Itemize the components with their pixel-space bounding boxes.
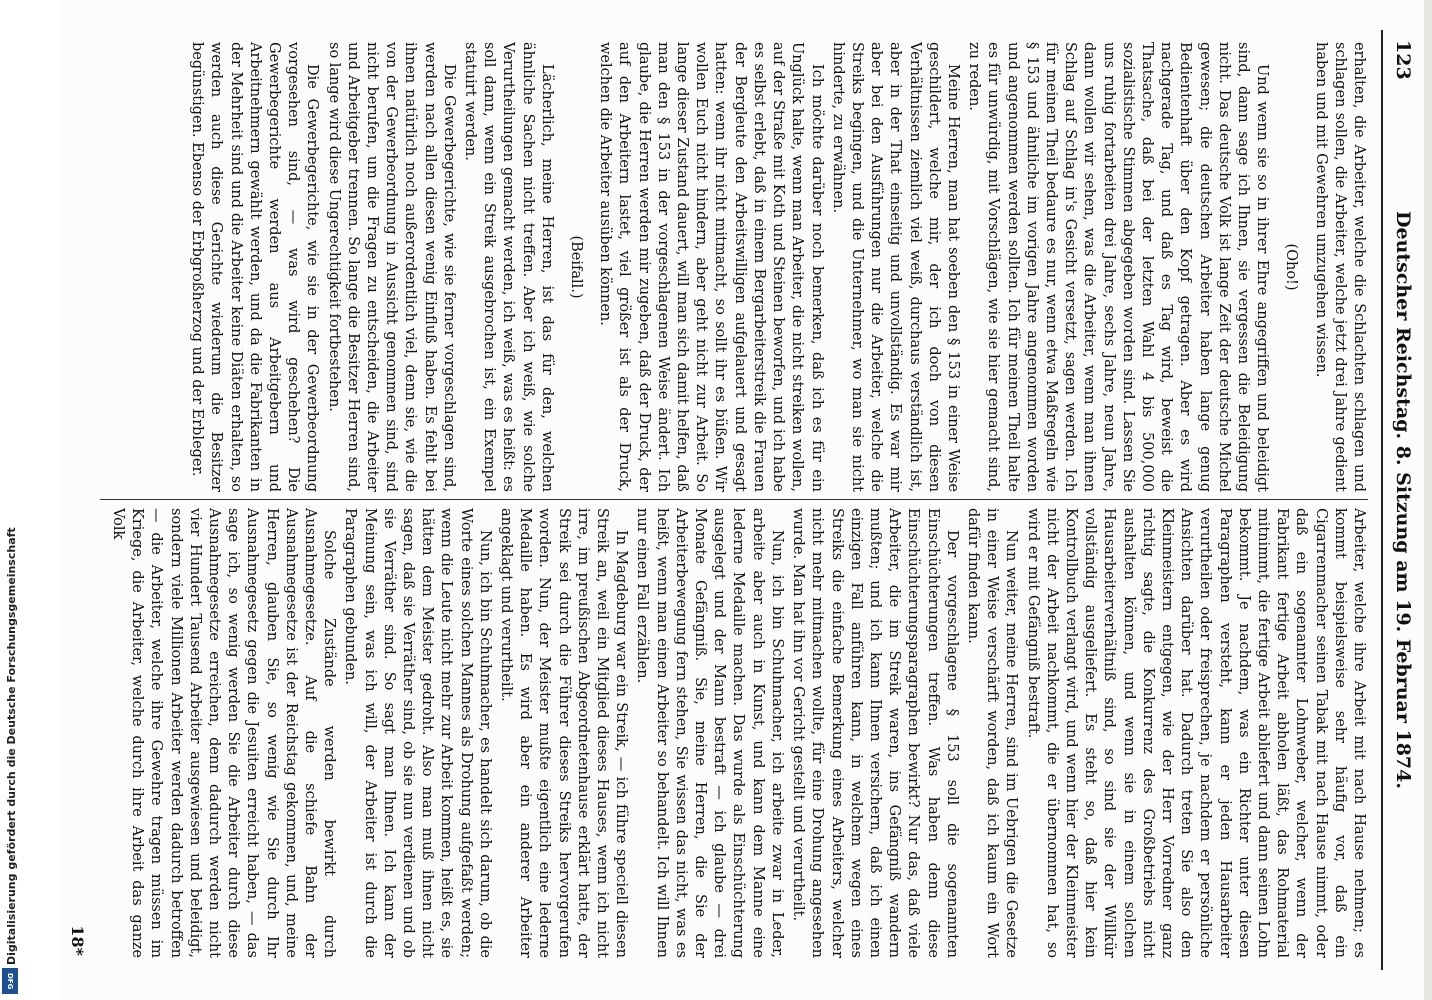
paragraph: Nun, ich bin Schuhmacher, ich arbeite zwar in Leder, arbeite aber auch in Kunst, und kann dem Manne eine lederne Medaille machen. Das wurde als Einschüchterung ausgelegt und der Mann bestraft — ich glaube — drei Monate Gefängniß. Sie, meine Herren, die Sie der Arbeiterbewegung fern stehen, Sie wissen das nicht, was es heißt, wenn man einen Arbeiter so behandelt. Ich will Ihnen nur einen Fall erzählen. <box>634 508 785 958</box>
right-text-column <box>100 508 1368 958</box>
paragraph: Lächerlich, meine Herren, ist das für den, welchen ähnliche Sachen nicht treffen. Aber ich weiß, wie solche Verurtheilungen gemacht werden, ich weiß, was es heißt: es soll dann, wenn ein Streik ausgebrochen ist, ein Exempel statuirt werden. <box>462 42 555 492</box>
scan-margin <box>0 0 22 1000</box>
running-title: Deutscher Reichstag. 8. Sitzung am 19. Februar 1874. <box>1392 211 1414 789</box>
paragraph: Die Gewerbegerichte, wie sie ferner vorgeschlagen sind, werden nach allen diesen wenig Einfluß haben. Es fehlt bei ihnen natürlich noch außerordentlich viel, denn sie, wie die von der Gewerbeordnung in Aussicht genommen sind, sind nicht berufen, um die Fragen zu entscheiden, die Arbeiter und Arbeitgeber trennen. So lange die Besitzer Herren sind, so lange wird diese Ungerechtigkeit fortbestehen. <box>325 42 457 492</box>
sheet-signature: 18* <box>68 925 87 956</box>
page-fold-edge <box>1424 0 1432 1000</box>
paragraph: Arbeiter, welche ihre Arbeit mit nach Hause nehmen; es kommt beispielsweise sehr häufig vor, daß ein Cigarrenmacher seinen Tabak mit nach Hause nimmt, oder daß ein sogenannter Lohnweber, welcher, wenn der Fabrikant fertige Arbeit abholen läßt, das Rohmaterial mitnimmt, die fertige Arbeit abliefert und dann seinen Lohn bekommt. Je nachdem, was ein Richter unter diesen Paragraphen versteht, kann er jeden Hausarbeiter verurtheilen oder freisprechen, je nachdem er persönliche Ansichten darüber hat. Dadurch treten Sie also den Kleinmeistern entgegen, wie der Herr Vorredner ganz richtig sagte, die Konkurrenz des Großbetriebs nicht aushalten können, und wenn sie in einem solchen Hausarbeiterverhältniß sind, so sind sie der Willkür vollständig ausgeliefert. Es steht so, daß hier kein Kontrollbuch verlangt wird, und wenn hier der Kleinmeister nicht der Arbeit nachkommt, die er übernommen hat, so wird er mit Gefängniß bestraft. <box>1024 508 1367 958</box>
paragraph: Meine Herren, man hat soeben den § 153 in einer Weise geschildert, welche mir, der ich doch von diesen Verhältnissen ziemlich viel weiß, durchaus verständlich ist, aber in der That einseitig und unvollständig. Es war mir aber bei den Ausführungen nur die Arbeiter, welche die Streiks begingen, und die Unternehmer, wo man sie nicht hinderte, zu erwähnen. <box>829 42 961 492</box>
rotated-page <box>60 0 1428 1000</box>
paragraph: Die Gewerbegerichte, wie sie in der Gewerbeordnung vorgesehen sind, — was wird geschehen? Die Gewerbegerichte werden aus Arbeitgebern und Arbeitnehmern gewählt werden, und da die Fabrikanten in der Mehrheit sind und die Arbeiter keine Diäten erhalten, so werden auch diese Gerichte wiederum die Besitzer begünstigen. Ebenso der Erbgroßherzog und der Erbleger. <box>189 42 321 492</box>
left-text-column <box>100 42 1368 492</box>
page-header <box>1386 40 1414 960</box>
paragraph: erhalten, die Arbeiter, welche die Schlachten schlagen und schlagen sollen, die Arbeiter, welche jetzt drei Jahre gedient haben und mit Gewehren umzugehen wissen. <box>1312 42 1367 492</box>
header-rule <box>1381 30 1383 970</box>
paragraph: Ich möchte darüber noch bemerken, daß ich es für ein Unglück halte, wenn man Arbeiter, die nicht streiken wollen, auf der Straße mit Koth und Steinen beworfen, und ich habe es selbst erlebt, daß in einem Bergarbeiterstreik die Frauen der Bergleute den Arbeitswilligen aufgelauert und gesagt hatten: wenn ihr nicht mitmacht, so sollt ihr es büßen. Wir wollen Euch nicht hindern, aber geht nicht zur Arbeit. So lange dieser Zustand dauert, will man sich damit helfen, daß man den § 153 in der vorgeschlagenen Weise ändert. Ich glaube, die Herren werden mir zugeben, daß der Druck, der auf den Arbeitern lastet, viel größer ist als der Druck, welchen die Arbeiter ausüben können. <box>597 42 825 492</box>
paragraph: Solche Zustände werden bewirkt durch Ausnahmegesetze. Auf die schiefe Bahn der Ausnahmegesetze ist der Reichstag gekommen, und, meine Herren, glauben Sie, so wenig wie Sie durch Ihr Ausnahmegesetz gegen die Jesuiten erreicht haben, — das sage ich, so wenig werden Sie die Arbeiter durch diese Ausnahmegesetze erreichen, denn dadurch werden nicht vier Hundert Tausend Arbeiter ausgewiesen und beleidigt, sondern viele Millionen Arbeiter werden dadurch betroffen — die Arbeiter, welche ihre Gewehre tragen müssen im Kriege, die Arbeiter, welche durch ihre Arbeit das ganze Volk <box>110 508 338 958</box>
paragraph: Nun weiter, meine Herren, sind im Uebrigen die Gesetze in einer Weise verschärft worden, daß ich kaum ein Wort dafür finden kann. <box>964 508 1020 958</box>
interjection: (Beifall.) <box>568 235 585 299</box>
page-number: 123 <box>1392 40 1414 80</box>
paragraph: Der vorgeschlagene § 153 soll die sogenannten Einschüchterungen treffen. Was haben denn diese Einschüchterungsparagraphen bewirkt? Nur das, daß viele Arbeiter, die im Streik waren, ins Gefängniß wandern mußten; und ich kann Ihnen versichern, daß ich einen einzigen Fall anführen kann, in welchem wegen eines Streiks die einfache Bemerkung eines Arbeiters, welcher nicht mehr mitmachen wollte, für eine Drohung angesehen wurde. Man hat ihn vor Gericht gestellt und verurtheilt. <box>790 508 960 958</box>
dfg-logo-icon: DFG <box>2 968 18 994</box>
paragraph: Nun, ich bin Schuhmacher, es handelt sich darum, ob die Worte eines solchen Mannes als Drohung aufgefaßt werden; wenn die Leute nicht mehr zur Arbeit kommen, heißt es, sie hätten dem Meister gedroht. Also man muß ihnen nicht sagen, daß sie Verräther sind, ob sie nun verdienen und ob sie Verräther sind. So sagt man Ihnen. Ich kann der Meinung sein, was ich will, der Arbeiter ist durch die Paragraphen gebunden. <box>342 508 493 958</box>
digitization-note: Digitalisierung gefördert durch die Deutsche Forschungsgemeinschaft <box>5 527 18 965</box>
paragraph: Und wenn sie so in ihrer Ehre angegriffen und beleidigt sind, dann sage ich Ihnen, sie vergessen die Beleidigung nicht. Das deutsche Volk ist lange Zeit der deutsche Michel gewesen; die deutschen Arbeiter haben lange genug Bedientenhaft über den Kopf getragen. Aber es wird nachgerade Tag, und daß es Tag wird, beweist die Thatsache, daß bei der letzten Wahl 4 bis 500,000 sozialistische Stimmen abgegeben worden sind. Lassen Sie uns ruhig fortarbeiten drei Jahre, sechs Jahre, neun Jahre, dann wollen wir sehen, was die Arbeiter, wenn man ihnen Schlag auf Schlag in's Gesicht versetzt, sagen werden. Ich für meinen Theil bedaure es nur, wenn etwa Maßregeln wie § 153 und ähnliche im vorigen Jahre angenommen worden und angenommen werden sollten. Ich für meinen Theil halte es für unwürdig, mit Vorschlägen, wie sie hier gemacht sind, zu reden. <box>966 42 1271 492</box>
paragraph: In Magdeburg war ein Streik, — ich führe speciell diesen Streik an, weil ein Mitglied dieses Hauses, wenn ich nicht irre, im preußischen Abgeordnetenhause erklärt hatte, der Streik sei durch die Führer dieses Streiks hervorgerufen worden. Nun, der Meister mußte eigentlich eine lederne Medaille haben. Es wird aber ein anderer Arbeiter angeklagt und verurtheilt. <box>498 508 630 958</box>
interjection: (Oho!) <box>1283 243 1300 291</box>
column-divider <box>100 499 1368 500</box>
